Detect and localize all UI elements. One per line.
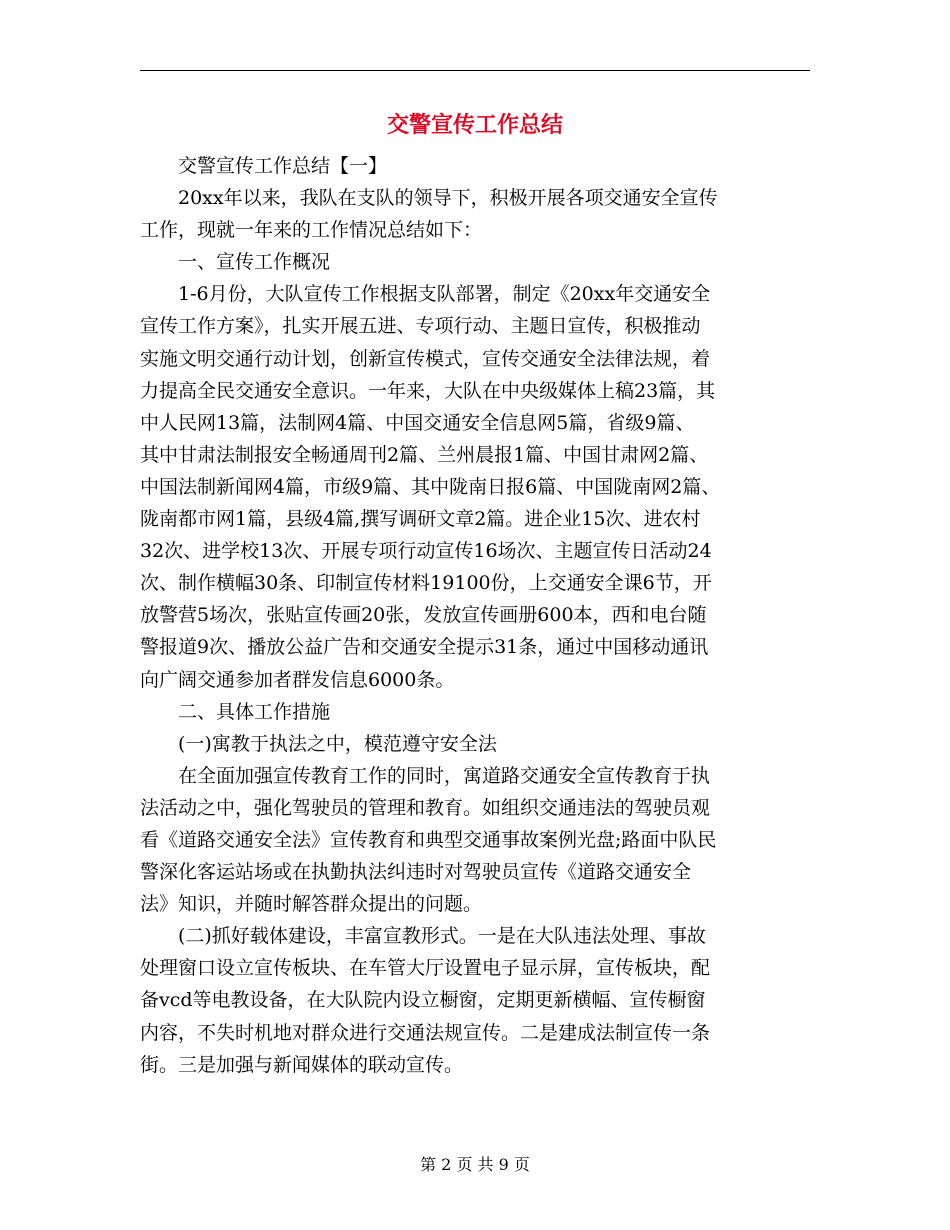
body-line: 法》知识，并随时解答群众提出的问题。 xyxy=(140,893,483,916)
body-line: 中国法制新闻网4篇，市级9篇、其中陇南日报6篇、中国陇南网2篇、 xyxy=(140,475,721,498)
body-line: 陇南都市网1篇，县级4篇,撰写调研文章2篇。进企业15次、进农村 xyxy=(140,508,701,531)
body-line: 警深化客运站场或在执勤执法纠违时对驾驶员宣传《道路交通安全 xyxy=(140,861,692,884)
body-line: 次、制作横幅30条、印制宣传材料19100份，上交通安全课6节，开 xyxy=(140,572,712,595)
body-line: 20xx年以来，我队在支队的领导下，积极开展各项交通安全宣传 xyxy=(140,187,718,210)
body-line: 处理窗口设立宣传板块、在车管大厅设置电子显示屏，宣传板块，配 xyxy=(140,957,711,980)
body-line: 街。三是加强与新闻媒体的联动宣传。 xyxy=(140,1053,464,1076)
body-line: 工作，现就一年来的工作情况总结如下： xyxy=(140,219,483,242)
body-line: 向广阔交通参加者群发信息6000条。 xyxy=(140,668,455,691)
document-body xyxy=(140,150,820,1081)
body-line: 警报道9次、播放公益广告和交通安全提示31条，通过中国移动通讯 xyxy=(140,636,709,659)
body-line: 一、宣传工作概况 xyxy=(140,251,331,274)
body-line: 内容，不失时机地对群众进行交通法规宣传。二是建成法制宣传一条 xyxy=(140,1021,711,1044)
body-line: 力提高全民交通安全意识。一年来，大队在中央级媒体上稿23篇，其 xyxy=(140,379,716,402)
body-line: 32次、进学校13次、开展专项行动宣传16场次、主题宣传日活动24 xyxy=(140,540,712,563)
body-line: 宣传工作方案》，扎实开展五进、专项行动、主题日宣传，积极推动 xyxy=(140,315,701,338)
body-line: 二、具体工作措施 xyxy=(140,700,331,723)
body-line: 其中甘肃法制报安全畅通周刊2篇、兰州晨报1篇、中国甘肃网2篇、 xyxy=(140,443,709,466)
page-number: 第 2 页 共 9 页 xyxy=(420,1155,530,1174)
body-line: 看《道路交通安全法》宣传教育和典型交通事故案例光盘;路面中队民 xyxy=(140,828,717,851)
body-line: (一)寓教于执法之中，模范遵守安全法 xyxy=(140,732,497,755)
body-line: 交警宣传工作总结【一】 xyxy=(140,155,388,177)
body-line: 放警营5场次，张贴宣传画20张，发放宣传画册600本，西和电台随 xyxy=(140,604,707,627)
header-rule xyxy=(140,70,810,71)
body-line: 中人民网13篇，法制网4篇、中国交通安全信息网5篇，省级9篇、 xyxy=(140,411,695,434)
body-line: 备vcd等电教设备，在大队院内设立橱窗，定期更新横幅、宣传橱窗 xyxy=(140,989,706,1012)
body-line: (二)抓好载体建设，丰富宣教形式。一是在大队违法处理、事故 xyxy=(140,925,706,948)
body-line: 实施文明交通行动计划，创新宣传模式，宣传交通安全法律法规，着 xyxy=(140,347,711,370)
body-line: 法活动之中，强化驾驶员的管理和教育。如组织交通违法的驾驶员观 xyxy=(140,796,711,819)
document-title: 交警宣传工作总结 xyxy=(386,113,563,138)
body-line: 1-6月份，大队宣传工作根据支队部署，制定《20xx年交通安全 xyxy=(140,283,711,306)
body-line: 在全面加强宣传教育工作的同时，寓道路交通安全宣传教育于执 xyxy=(140,764,711,787)
